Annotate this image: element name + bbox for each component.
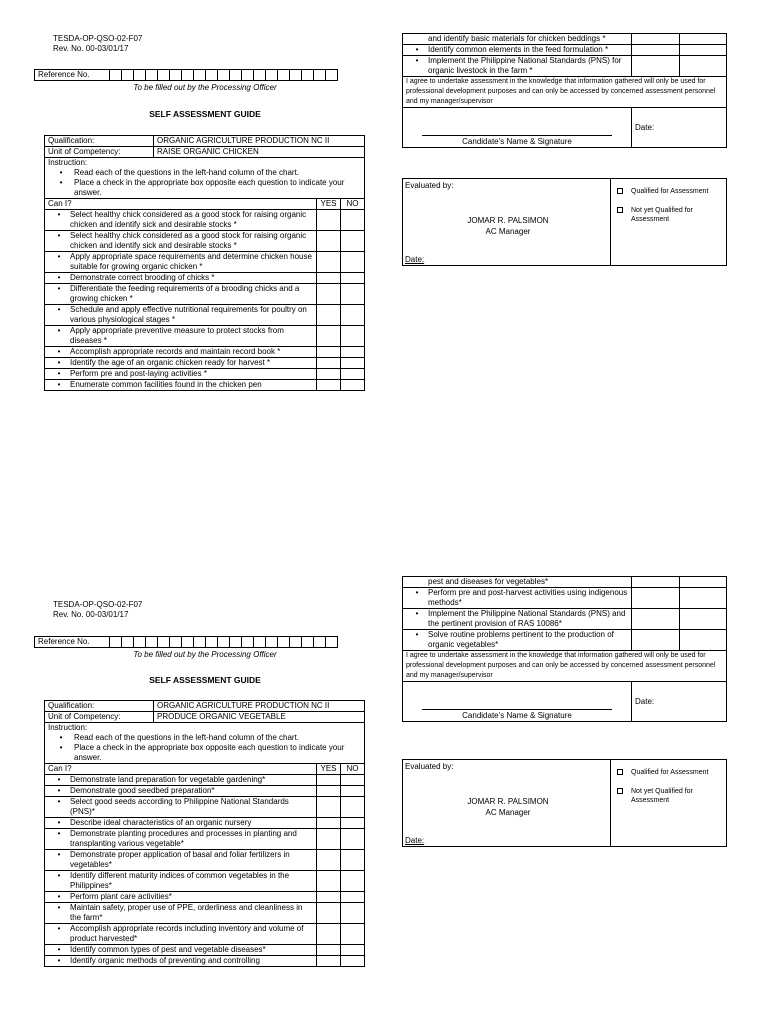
assessment-table-1 xyxy=(44,135,365,391)
yes-checkbox[interactable] xyxy=(317,231,341,252)
question-text: Apply appropriate preventive measure to protect stocks from diseases * xyxy=(70,326,284,345)
question-text: Schedule and apply effective nutritional requirements for poultry on various physiological stages * xyxy=(70,305,307,324)
no-checkbox[interactable] xyxy=(679,577,727,588)
no-checkbox[interactable] xyxy=(341,871,365,892)
no-checkbox[interactable] xyxy=(341,818,365,829)
no-checkbox[interactable] xyxy=(679,630,727,651)
question-text: Identify different maturity indices of common vegetables in the Philippines* xyxy=(70,871,290,890)
guide-title: SELF ASSESSMENT GUIDE xyxy=(149,109,261,119)
form-code-2: TESDA-OP-QSO-02-F07 xyxy=(53,600,143,609)
question-row: • Maintain safety, proper use of PPE, orderliness and cleanliness in the farm* xyxy=(45,903,365,924)
question-row: • Accomplish appropriate records including inventory and volume of product harvested* xyxy=(45,924,365,945)
question-text: Enumerate common facilities found in the chicken pen xyxy=(70,380,262,389)
yes-checkbox[interactable] xyxy=(317,818,341,829)
question-row: • Identify different maturity indices of common vegetables in the Philippines* xyxy=(45,871,365,892)
question-text: Identify common elements in the feed formulation * xyxy=(428,45,609,54)
no-checkbox[interactable] xyxy=(679,588,727,609)
checkbox-icon xyxy=(617,769,623,775)
not-qualified-option[interactable]: Not yet Qualified for Assessment xyxy=(615,206,722,224)
question-row: • Identify common types of pest and vegetable diseases* xyxy=(45,945,365,956)
question-text: Differentiate the feeding requirements of a brooding chicks and a growing chicken * xyxy=(70,284,300,303)
question-row: • Select good seeds according to Philippine National Standards (PNS)* xyxy=(45,797,365,818)
qualification-label: Qualification: xyxy=(45,136,154,147)
question-row: • Perform plant care activities* xyxy=(45,892,365,903)
yes-checkbox[interactable] xyxy=(632,588,680,609)
yes-checkbox[interactable] xyxy=(317,786,341,797)
question-row: • Solve routine problems pertinent to the production of organic vegetables* xyxy=(403,630,727,651)
question-text: Select healthy chick considered as a good stock for raising organic chicken and identify sick and desirable stocks * xyxy=(70,210,307,229)
question-text: Perform plant care activities* xyxy=(70,892,172,901)
question-row: • Identify organic methods of preventing and controlling xyxy=(45,956,365,967)
no-checkbox[interactable] xyxy=(679,609,727,630)
question-text: Select healthy chick considered as a good stock for raising organic chicken and identify sick and desirable stocks * xyxy=(70,231,307,250)
yes-header: YES xyxy=(317,764,341,775)
continuation-table-1 xyxy=(402,33,727,148)
question-row: • Accomplish appropriate records and maintain record book * xyxy=(45,347,365,358)
evaluation-box-2 xyxy=(402,759,727,847)
question-text: Accomplish appropriate records including inventory and volume of product harvested* xyxy=(70,924,304,943)
yes-checkbox[interactable] xyxy=(317,924,341,945)
agreement-text: I agree to undertake assessment in the knowledge that information gathered will only be used for professional development purposes and can only be accessed by concerned assessment personnel and my manager/supervisor xyxy=(403,77,727,108)
yes-checkbox[interactable] xyxy=(317,775,341,786)
evaluator-title: AC Manager xyxy=(485,227,531,236)
question-text: Demonstrate good seedbed preparation* xyxy=(70,786,215,795)
question-text: Select good seeds according to Philippine National Standards (PNS)* xyxy=(70,797,289,816)
not-qualified-option[interactable]: Not yet Qualified for Assessment xyxy=(615,787,722,805)
unit-label: Unit of Competency: xyxy=(45,147,154,158)
yes-checkbox[interactable] xyxy=(317,210,341,231)
checkbox-icon xyxy=(617,188,623,194)
yes-checkbox[interactable] xyxy=(317,903,341,924)
yes-checkbox[interactable] xyxy=(632,34,680,45)
no-checkbox[interactable] xyxy=(341,956,365,967)
no-checkbox[interactable] xyxy=(341,892,365,903)
question-row: • Select healthy chick considered as a good stock for raising organic chicken and identify sick and desirable stocks * xyxy=(45,231,365,252)
qualified-option[interactable]: Qualified for Assessment xyxy=(615,187,722,196)
question-text: Solve routine problems pertinent to the production of organic vegetables* xyxy=(428,630,614,649)
yes-checkbox[interactable] xyxy=(317,850,341,871)
question-text: Identify the age of an organic chicken ready for harvest * xyxy=(70,358,271,367)
question-text: Apply appropriate space requirements and determine chicken house suitable for growing organic chicken * xyxy=(70,252,312,271)
question-row: • Select healthy chick considered as a good stock for raising organic chicken and identify sick and desirable stocks * xyxy=(45,210,365,231)
question-text: Demonstrate land preparation for vegetable gardening* xyxy=(70,775,266,784)
no-checkbox[interactable] xyxy=(341,829,365,850)
qualified-option[interactable]: Qualified for Assessment xyxy=(615,768,722,777)
question-text: Maintain safety, proper use of PPE, orderliness and cleanliness in the farm* xyxy=(70,903,303,922)
candidate-signature[interactable]: Candidate’s Name & Signature xyxy=(403,682,632,722)
continuation-table-2 xyxy=(402,576,727,722)
no-checkbox[interactable] xyxy=(341,369,365,380)
question-row: • Enumerate common facilities found in the chicken pen xyxy=(45,380,365,391)
question-text: Describe ideal characteristics of an organic nursery xyxy=(70,818,252,827)
yes-checkbox[interactable] xyxy=(317,273,341,284)
no-checkbox[interactable] xyxy=(341,786,365,797)
evaluator-title: AC Manager xyxy=(485,808,531,817)
question-text: Perform pre and post-harvest activities using indigenous methods* xyxy=(428,588,628,607)
question-row: • Demonstrate land preparation for vegetable gardening* xyxy=(45,775,365,786)
can-i-header: Can I? xyxy=(45,199,317,210)
yes-checkbox[interactable] xyxy=(632,609,680,630)
yes-checkbox[interactable] xyxy=(317,347,341,358)
yes-checkbox[interactable] xyxy=(317,358,341,369)
qualification-label: Qualification: xyxy=(45,701,154,712)
reference-label: Reference No. xyxy=(34,69,110,81)
question-text: Implement the Philippine National Standards (PNS) and the pertinent provision of RAS 10086* xyxy=(428,609,626,628)
candidate-date[interactable]: Date: xyxy=(632,682,727,722)
question-row: • Differentiate the feeding requirements of a brooding chicks and a growing chicken * xyxy=(45,284,365,305)
evaluator-name: JOMAR R. PALSIMON xyxy=(467,797,549,806)
question-row: • Schedule and apply effective nutritional requirements for poultry on various physiological stages * xyxy=(45,305,365,326)
question-row: • Apply appropriate preventive measure to protect stocks from diseases * xyxy=(45,326,365,347)
yes-checkbox[interactable] xyxy=(632,577,680,588)
no-checkbox[interactable] xyxy=(679,34,727,45)
yes-checkbox[interactable] xyxy=(317,305,341,326)
yes-checkbox[interactable] xyxy=(317,380,341,391)
no-checkbox[interactable] xyxy=(679,45,727,56)
yes-checkbox[interactable] xyxy=(317,326,341,347)
reference-label: Reference No. xyxy=(34,636,110,648)
yes-checkbox[interactable] xyxy=(317,369,341,380)
yes-checkbox[interactable] xyxy=(317,892,341,903)
unit-value: RAISE ORGANIC CHICKEN xyxy=(154,147,365,158)
yes-header: YES xyxy=(317,199,341,210)
no-checkbox[interactable] xyxy=(341,231,365,252)
reference-no-field[interactable] xyxy=(34,69,338,81)
no-header: NO xyxy=(341,199,365,210)
rev-no-2: Rev. No. 00-03/01/17 xyxy=(53,610,129,619)
question-row: pest and diseases for vegetables* xyxy=(403,577,632,588)
rev-no: Rev. No. 00-03/01/17 xyxy=(53,44,129,53)
assessment-table-2 xyxy=(44,700,365,967)
question-row: • Describe ideal characteristics of an organic nursery xyxy=(45,818,365,829)
question-text: Accomplish appropriate records and maintain record book * xyxy=(70,347,281,356)
can-i-header: Can I? xyxy=(45,764,317,775)
question-text: Demonstrate planting procedures and processes in planting and transplanting various vegetable* xyxy=(70,829,297,848)
reference-no-field-2[interactable] xyxy=(34,636,338,648)
no-checkbox[interactable] xyxy=(341,797,365,818)
question-row: • Demonstrate planting procedures and processes in planting and transplanting various vegetable* xyxy=(45,829,365,850)
yes-checkbox[interactable] xyxy=(632,45,680,56)
qualification-value: ORGANIC AGRICULTURE PRODUCTION NC II xyxy=(154,136,365,147)
question-row: • Identify the age of an organic chicken ready for harvest * xyxy=(45,358,365,369)
question-text: Demonstrate correct brooding of chicks * xyxy=(70,273,215,282)
yes-checkbox[interactable] xyxy=(317,284,341,305)
candidate-signature[interactable]: Candidate’s Name & Signature xyxy=(403,108,632,148)
no-checkbox[interactable] xyxy=(341,945,365,956)
evaluated-by-label: Evaluated by: xyxy=(405,181,454,190)
yes-checkbox[interactable] xyxy=(632,56,680,77)
evaluation-box-1 xyxy=(402,178,727,266)
yes-checkbox[interactable] xyxy=(632,630,680,651)
qualification-value: ORGANIC AGRICULTURE PRODUCTION NC II xyxy=(154,701,365,712)
no-checkbox[interactable] xyxy=(341,347,365,358)
no-checkbox[interactable] xyxy=(341,284,365,305)
instruction-cell: Instruction: • Read each of the questions in the left-hand column of the chart. • Place a check in the appropriate box opposite each question to indicate your answer. xyxy=(45,158,365,199)
yes-checkbox[interactable] xyxy=(317,829,341,850)
question-row: • Identify common elements in the feed formulation * xyxy=(403,45,727,56)
question-row: • Apply appropriate space requirements and determine chicken house suitable for growing organic chicken * xyxy=(45,252,365,273)
yes-checkbox[interactable] xyxy=(317,945,341,956)
question-text: Perform pre and post-laying activities * xyxy=(70,369,207,378)
question-row: • Perform pre and post-harvest activities using indigenous methods* xyxy=(403,588,727,609)
agreement-text: I agree to undertake assessment in the knowledge that information gathered will only be used for professional development purposes and can only be accessed by concerned assessment personnel and my manager/supervisor xyxy=(403,651,727,682)
evaluation-date[interactable]: Date: xyxy=(405,255,425,264)
question-text: Demonstrate proper application of basal and foliar fertilizers in vegetables* xyxy=(70,850,290,869)
no-checkbox[interactable] xyxy=(341,775,365,786)
guide-title-2: SELF ASSESSMENT GUIDE xyxy=(149,675,261,685)
question-row: • Implement the Philippine National Standards (PNS) for organic livestock in the farm * xyxy=(403,56,727,77)
evaluator-name: JOMAR R. PALSIMON xyxy=(467,216,549,225)
no-checkbox[interactable] xyxy=(341,924,365,945)
unit-label: Unit of Competency: xyxy=(45,712,154,723)
candidate-date[interactable]: Date: xyxy=(632,108,727,148)
no-checkbox[interactable] xyxy=(341,252,365,273)
question-text: Identify common types of pest and vegetable diseases* xyxy=(70,945,266,954)
evaluation-date[interactable]: Date: xyxy=(405,836,425,845)
processing-officer-note: To be filled out by the Processing Officer xyxy=(133,83,277,92)
checkbox-icon xyxy=(617,207,623,213)
processing-officer-note-2: To be filled out by the Processing Officer xyxy=(133,650,277,659)
no-checkbox[interactable] xyxy=(679,56,727,77)
no-checkbox[interactable] xyxy=(341,210,365,231)
no-checkbox[interactable] xyxy=(341,380,365,391)
question-row: • Implement the Philippine National Standards (PNS) and the pertinent provision of RAS 10086* xyxy=(403,609,727,630)
yes-checkbox[interactable] xyxy=(317,252,341,273)
no-checkbox[interactable] xyxy=(341,326,365,347)
unit-value: PRODUCE ORGANIC VEGETABLE xyxy=(154,712,365,723)
yes-checkbox[interactable] xyxy=(317,871,341,892)
yes-checkbox[interactable] xyxy=(317,797,341,818)
yes-checkbox[interactable] xyxy=(317,956,341,967)
no-checkbox[interactable] xyxy=(341,305,365,326)
question-row: • Demonstrate correct brooding of chicks * xyxy=(45,273,365,284)
no-header: NO xyxy=(341,764,365,775)
question-row: and identify basic materials for chicken beddings * xyxy=(403,34,632,45)
checkbox-icon xyxy=(617,788,623,794)
question-text: Identify organic methods of preventing and controlling xyxy=(70,956,260,965)
question-text: Implement the Philippine National Standards (PNS) for organic livestock in the farm * xyxy=(428,56,622,75)
form-code: TESDA-OP-QSO-02-F07 xyxy=(53,34,143,43)
evaluated-by-label: Evaluated by: xyxy=(405,762,454,771)
no-checkbox[interactable] xyxy=(341,273,365,284)
no-checkbox[interactable] xyxy=(341,850,365,871)
question-row: • Demonstrate proper application of basal and foliar fertilizers in vegetables* xyxy=(45,850,365,871)
question-row: • Demonstrate good seedbed preparation* xyxy=(45,786,365,797)
no-checkbox[interactable] xyxy=(341,903,365,924)
no-checkbox[interactable] xyxy=(341,358,365,369)
question-row: • Perform pre and post-laying activities * xyxy=(45,369,365,380)
instruction-cell: Instruction: • Read each of the questions in the left-hand column of the chart. • Place a check in the appropriate box opposite each question to indicate your answer. xyxy=(45,723,365,764)
